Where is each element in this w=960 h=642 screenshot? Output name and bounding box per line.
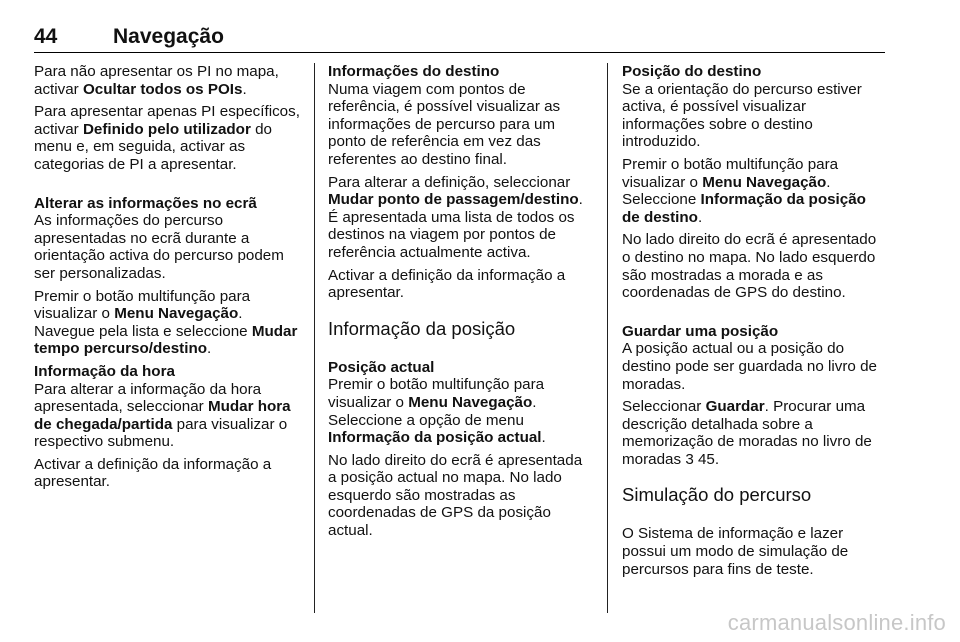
page-header	[34, 22, 885, 53]
subheading: Posição actual	[328, 358, 435, 376]
column-2	[328, 63, 593, 545]
paragraph: O Sistema de informação e lazer possui um modo de simulação de percursos para fins de teste.	[622, 525, 849, 578]
subheading: Informação da hora	[34, 362, 175, 380]
paragraph: Numa viagem com pontos de referência, é possível visualizar as informações de percurso para um ponto de referência em vez das referentes ao destino final.	[328, 80, 561, 168]
paragraph: Activar a definição da informação a apresentar.	[328, 266, 566, 302]
section-heading: Simulação do percurso	[622, 484, 812, 506]
column-3	[622, 63, 887, 583]
watermark: carmanualsonline.info	[727, 610, 946, 635]
column-divider	[314, 63, 315, 613]
page-title: Navegação	[113, 25, 224, 48]
subheading: Alterar as informações no ecrã	[34, 194, 257, 212]
paragraph: Para não apresentar os PI no mapa, activar Ocultar todos os POIs.	[34, 63, 279, 98]
paragraph: No lado direito do ecrã é apresentado o destino no mapa. No lado esquerdo são mostradas a morada e as coordenadas de GPS do destino.	[622, 231, 877, 302]
paragraph: Seleccionar Guardar. Procurar uma descrição detalhada sobre a memorização de moradas no livro de moradas 3 45.	[622, 398, 872, 468]
paragraph: A posição actual ou a posição do destino pode ser guardada no livro de moradas.	[622, 340, 877, 393]
subheading: Guardar uma posição	[622, 322, 779, 340]
page-reference-arrow-icon: 3	[685, 450, 694, 468]
paragraph: As informações do percurso apresentadas no ecrã durante a orientação activa do percurso podem ser personalizadas.	[34, 212, 284, 282]
column-divider	[607, 63, 608, 613]
paragraph: Para alterar a definição, seleccionar Mudar ponto de passagem/destino. É apresentada uma lista de todos os destinos na viagem por pontos de referência actualmente activa.	[328, 173, 583, 261]
section-heading: Informação da posição	[328, 317, 516, 339]
page-number: 44	[34, 25, 58, 48]
paragraph: Activar a definição da informação a apresentar.	[34, 455, 272, 491]
paragraph: Premir o botão multifunção para visualizar o Menu Navegação. Seleccione a opção de menu Informação da posição actual.	[328, 376, 546, 447]
paragraph: No lado direito do ecrã é apresentada a posição actual no mapa. No lado esquerdo são mostradas as coordenadas de GPS da posição actual.	[328, 451, 583, 540]
paragraph: Premir o botão multifunção para visualizar o Menu Navegação. Navegue pela lista e seleccione Mudar tempo percurso/destino.	[34, 287, 298, 358]
paragraph: Para apresentar apenas PI específicos, activar Definido pelo utilizador do menu e, em seguida, activar as categorias de PI a apresentar.	[34, 103, 300, 173]
paragraph: Para alterar a informação da hora apresentada, seleccionar Mudar hora de chegada/partida para visualizar o respectivo submenu.	[34, 380, 291, 451]
subheading: Informações do destino	[328, 63, 500, 80]
column-1	[34, 63, 302, 496]
subheading: Posição do destino	[622, 63, 762, 80]
paragraph: Se a orientação do percurso estiver activa, é possível visualizar informações sobre o destino introduzido.	[622, 80, 862, 151]
paragraph: Premir o botão multifunção para visualizar o Menu Navegação. Seleccione Informação da posição de destino.	[622, 155, 866, 226]
